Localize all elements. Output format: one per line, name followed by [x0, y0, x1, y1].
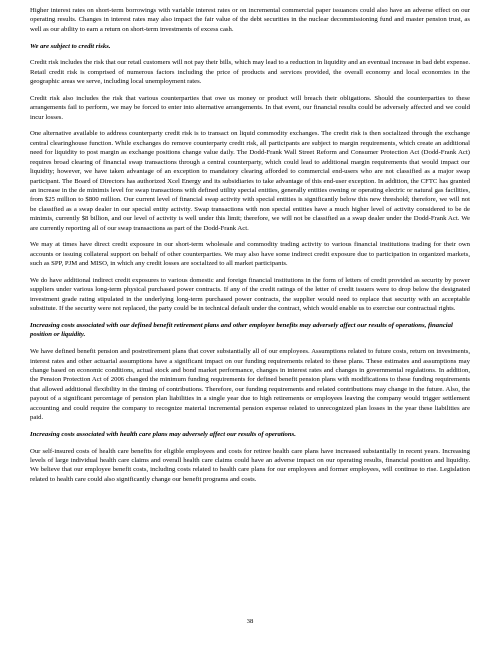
document-body	[30, 6, 470, 484]
paragraph-retail-credit-risk: Credit risk includes the risk that our retail customers will not pay their bills, which may lead to a reduction in liquidity and an eventual increase in bad debt expense. Retail credit risk is comprised of numerous factors including the price of products and services provided, the overall economy and local economies in the geographic areas we serve, including local unemployment rates.	[30, 59, 470, 86]
paragraph-counterparty-risk: Credit risk also includes the risk that various counterparties that owe us money or product will breach their obligations. Should the counterparties to these arrangements fail to perform, we may be forced to enter into alternative arrangements. In that event, our financial results could be adversely affected and we could incur losses.	[30, 94, 470, 121]
paragraph-pension-plans: We have defined benefit pension and postretirement plans that cover substantially all of our employees. Assumptions related to future costs, return on investments, interest rates and other actuarial assumptions have a significant impact on our funding requirements related to these plans. These estimates and assumptions may change based on economic conditions, actual stock and bond market performance, changes in interest rates and changes in governmental regulations. In addition, the Pension Protection Act of 2006 changed the minimum funding requirements for defined benefit pension plans with modifications to these funding requirements that allowed additional flexibility in the timing of contributions. Therefore, our funding requirements and related contributions may change in the future. Also, the payout of a significant percentage of pension plan liabilities in a single year due to high retirements or employees leaving the company would trigger settlement accounting and could require the company to recognize material incremental pension expense related to unrecognized plan losses in the year these liabilities are paid.	[30, 348, 470, 422]
paragraph-direct-credit-exposure: We may at times have direct credit exposure in our short-term wholesale and commodity trading activity to various financial institutions trading for their own accounts or issuing collateral support on behalf of other counterparties. We may also have some indirect credit exposure due to participation in organized markets, such as SPP, PJM and MISO, in which any credit losses are socialized to all market participants.	[30, 241, 470, 268]
heading-credit-risks: We are subject to credit risks.	[30, 42, 111, 50]
page-number: 38	[246, 618, 254, 625]
paragraph-indirect-credit-exposure: We do have additional indirect credit exposures to various domestic and foreign financial institutions in the form of letters of credit provided as security by power suppliers under various long-term physical purchased power contracts. If any of the credit ratings of the letter of credit issuers were to drop below the designated investment grade rating stipulated in the underlying long-term purchased power contracts, the supplier would need to replace that security with an acceptable substitute. If the security were not replaced, the party could be in technical default under the contract, which would enable us to exercise our contractual rights.	[30, 277, 470, 313]
paragraph-health-care-plans: Our self-insured costs of health care benefits for eligible employees and costs for retiree health care plans have increased substantially in recent years. Increasing levels of large individual health care claims and overall health care claims could have an adverse impact on our operating results, financial position and liquidity. We believe that our employee benefit costs, including costs related to health care plans for our employees and former employees, will continue to rise. Legislation related to health care could also significantly change our benefit programs and costs.	[30, 447, 470, 483]
heading-benefit-plan-costs: Increasing costs associated with our defined benefit retirement plans and other employee benefits may adversely affect our results of operations, financial position or liquidity.	[30, 322, 453, 339]
paragraph-commodity-exchanges: One alternative available to address counterparty credit risk is to transact on liquid commodity exchanges. The credit risk is then socialized through the exchange central clearinghouse function. While exchanges do remove counterparty credit risk, all participants are subject to margin requirements, which create an additional need for liquidity to post margin as exchange positions change value daily. The Dodd-Frank Wall Street Reform and Consumer Protection Act (Dodd-Frank Act) requires broad clearing of financial swap transactions through a central counterparty, which could lead to additional margin requirements that would impact our liquidity; however, we have taken advantage of an exception to mandatory clearing afforded to commercial end-users who are not classified as a major swap participant. The Board of Directors has authorized Xcel Energy and its subsidiaries to take advantage of this end-user exception. In addition, the CFTC has granted an increase in the de minimis level for swap transactions with defined utility special entities, generally entities owning or operating electric or natural gas facilities, from $25 million to $800 million. Our current level of financial swap activity with special entities is significantly below this new threshold; therefore, we will not be classified as a swap dealer in our special entity activity. Swap transactions with non special entities have a much higher level of activity considered to be de minimis, currently $8 billion, and our level of activity is well under this limit; therefore, we will not be classified as a swap dealer under the Dodd-Frank Act. We are currently reporting all of our swap transactions as part of the Dodd-Frank Act.	[30, 130, 470, 232]
paragraph-interest-rates: Higher interest rates on short-term borrowings with variable interest rates or on incremental commercial paper issuances could also have an adverse effect on our operating results. Changes in interest rates may also impact the fair value of the debt securities in the nuclear decommissioning fund and master pension trust, as well as our ability to earn a return on short-term investments of excess cash.	[30, 7, 470, 33]
heading-health-care-costs: Increasing costs associated with health care plans may adversely affect our results of operations.	[30, 430, 296, 438]
